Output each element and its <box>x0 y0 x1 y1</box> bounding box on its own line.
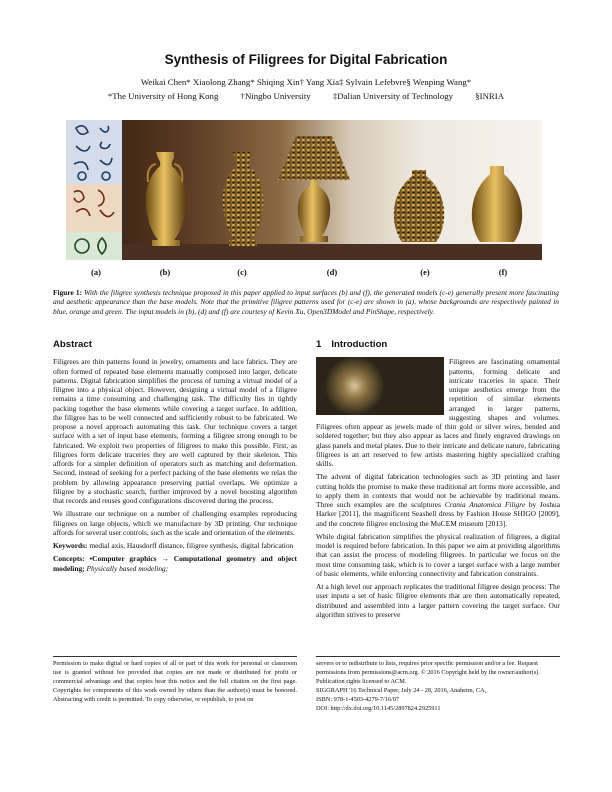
footnote-line: servers or to redistribute to lists, requires prior specific permission and/or a fee. Request permissions from permissions@acm.org. © 2016 Copyright held by the owner/author(s). Publication rights licensed to ACM. <box>316 660 540 685</box>
keywords <box>53 541 297 550</box>
affiliation: ‡Dalian University of Technology <box>332 91 454 101</box>
figure-subfigure-labels <box>66 267 542 279</box>
affiliation: *The University of Hong Kong <box>107 91 219 101</box>
left-column <box>53 340 297 577</box>
vase-c <box>223 152 263 246</box>
keywords-label: Keywords: <box>53 541 88 550</box>
affiliation-list <box>0 91 612 101</box>
vase-f <box>472 166 522 242</box>
intro-heading: 1 Introduction <box>316 339 388 350</box>
subfigure-label: (e) <box>420 267 430 277</box>
footnote-line: SIGGRAPH '16 Technical Paper, July 24 - 28, 2016, Anaheim, CA, <box>316 686 487 694</box>
jewelry-photo <box>316 357 444 415</box>
figure-caption <box>53 288 559 316</box>
subfigure-label: (c) <box>237 267 247 277</box>
paper-title: Synthesis of Filigrees for Digital Fabrication <box>164 52 448 67</box>
footnote-line: DOI: http://dx.doi.org/10.1145/2897824.2925911 <box>316 704 441 712</box>
vase-renderings <box>66 120 542 260</box>
subfigure-label: (d) <box>326 267 338 277</box>
subfigure-label: (f) <box>498 267 508 277</box>
lamp-shade <box>278 136 350 180</box>
subfigure-label: (a) <box>91 267 101 277</box>
caption-label: Figure 1: <box>53 288 83 297</box>
intro-paragraph: At a high level our approach replicates the traditional filigree design process: The user inputs a set of basic filigree elements that are then automatically repeated, distributed and assembled into a larger pattern covering the target surface. Our algorithm strives to preserve <box>316 582 560 619</box>
concepts <box>53 554 297 573</box>
keywords-text: medial axis, Hausdorff distance, filigree synthesis, digital fabrication <box>89 541 294 550</box>
concepts-label: Concepts: <box>53 554 85 564</box>
intro-paragraph: The advent of digital fabrication technologies such as 3D printing and laser cutting holds the promise to make these traditional art forms more accessible, and to apply them in contexts that would not be achievable by traditional means. Three such examples are the sculptures Crania Anatomica Filigre by Joshua Harker [2011], the magnificent Seashell dress by Fashion House SHIGO [2009], and the concrete filigree enclosing the MuCEM museum [2013]. <box>316 472 560 528</box>
abstract-paragraph: We illustrate our technique on a number of challenging examples reproducing filigrees on large objects, which we manufacture by 3D printing. Our technique affords for several user controls, such as the scale and orientation of the elements. <box>53 509 297 537</box>
affiliation: §INRIA <box>475 91 505 101</box>
concepts-tail: Physically based modeling; <box>86 563 169 573</box>
intro-paragraph: While digital fabrication simplifies the physical realization of filigrees, a digital model is required before fabrication. In this paper we aim at providing algorithms that can assist the process of modeling filigrees. In particular we focus on the most time consuming task, which is to cover a target surface with a large number of basic elements, while enforcing connectivity and fabrication constraints. <box>316 531 560 578</box>
lamp-base <box>298 180 331 242</box>
publication-footnote <box>316 656 560 713</box>
right-column <box>316 340 560 623</box>
subfigure-label: (b) <box>159 267 171 277</box>
copyright-footnote: Permission to make digital or hard copies of all or part of this work for personal or classroom use is granted without fee provided that copies are not made or distributed for profit or commercial advantage and that copies bear this notice and the full citation on the first page. Copyrights for components of this work owned by others than the author(s) must be honored. Abstracting with credit is permitted. To copy otherwise, or republish, to post on <box>53 656 297 705</box>
affiliation: †Ningbo University <box>240 91 311 101</box>
author-list: Weikai Chen* Xiaolong Zhang* Shiqing Xin† Yang Xia‡ Sylvain Lefebvre§ Wenping Wang* <box>140 77 472 87</box>
abstract-paragraph: Filigrees are thin patterns found in jewelry, ornaments and lace fabrics. They are often formed of repeated base elements manually composed into larger, delicate patterns. Digital fabrication simplifies the process of turning a virtual model of a filigree into a physical object. However, designing a virtual model of a filigree remains a time consuming and challenging task. The difficulty lies in tightly packing together the base elements while covering a target surface. In addition, the filigree has to be well connected and sufficiently robust to be fabricated. We propose a novel approach automating this task. Our technique covers a target surface with a set of input base elements, forming a filigree strong enough to be fabricated. We exploit two properties of filigrees to make this possible. First, as filigrees form delicate traceries they are well captured by their skeleton. This affords for a simpler definition of operators such as matching and deformation. Second, instead of seeking for a perfect packing of the base elements we relax the problem by allowing appearance preserving partial overlaps. We optimize a filigree by a stochastic search, further improved by a novel boosting algorithm that records and reuses good configurations discovered during the process. <box>53 357 297 505</box>
footnote-line: ISBN: 978-1-4503-4279-7/16/07 <box>316 695 400 703</box>
vase-e <box>394 170 444 242</box>
abstract-heading: Abstract <box>53 339 92 350</box>
teaser-figure <box>66 120 542 260</box>
intro-paragraph: Filigrees are fascinating ornamental patterns, forming delicate and intricate traceries in space. Their unique aesthetics emerge from the repetition of similar elements arranged in larger patterns, suggesting shapes and volumes. Filigrees often appear as jewels made of thin gold or silver wires, bended and soldered together; but they also appear as laces and finely engraved drawings on glass panels and metal plates. Due to their intricate and delicate nature, fabricating filigrees is an art reserved to few artists mastering highly specialized crafting skills. <box>316 357 560 468</box>
caption-text: With the filigree synthesis technique proposed in this paper applied to input surfaces (b) and (f), the generated models (c-e) generally present more fascinating and aesthetic appearance than the base models. Note that the primitive filigree patterns used for (c-e) are shown in (a), whose backgrounds are respectively painted in blue, orange and green. The input models in (b), (d) and (f) are courtesy of Kevin Xu, Open3DModel and PinShape, respectively. <box>53 288 559 316</box>
concepts-text: •Computer graphics → Computational geometry and object modeling; <box>53 554 297 573</box>
